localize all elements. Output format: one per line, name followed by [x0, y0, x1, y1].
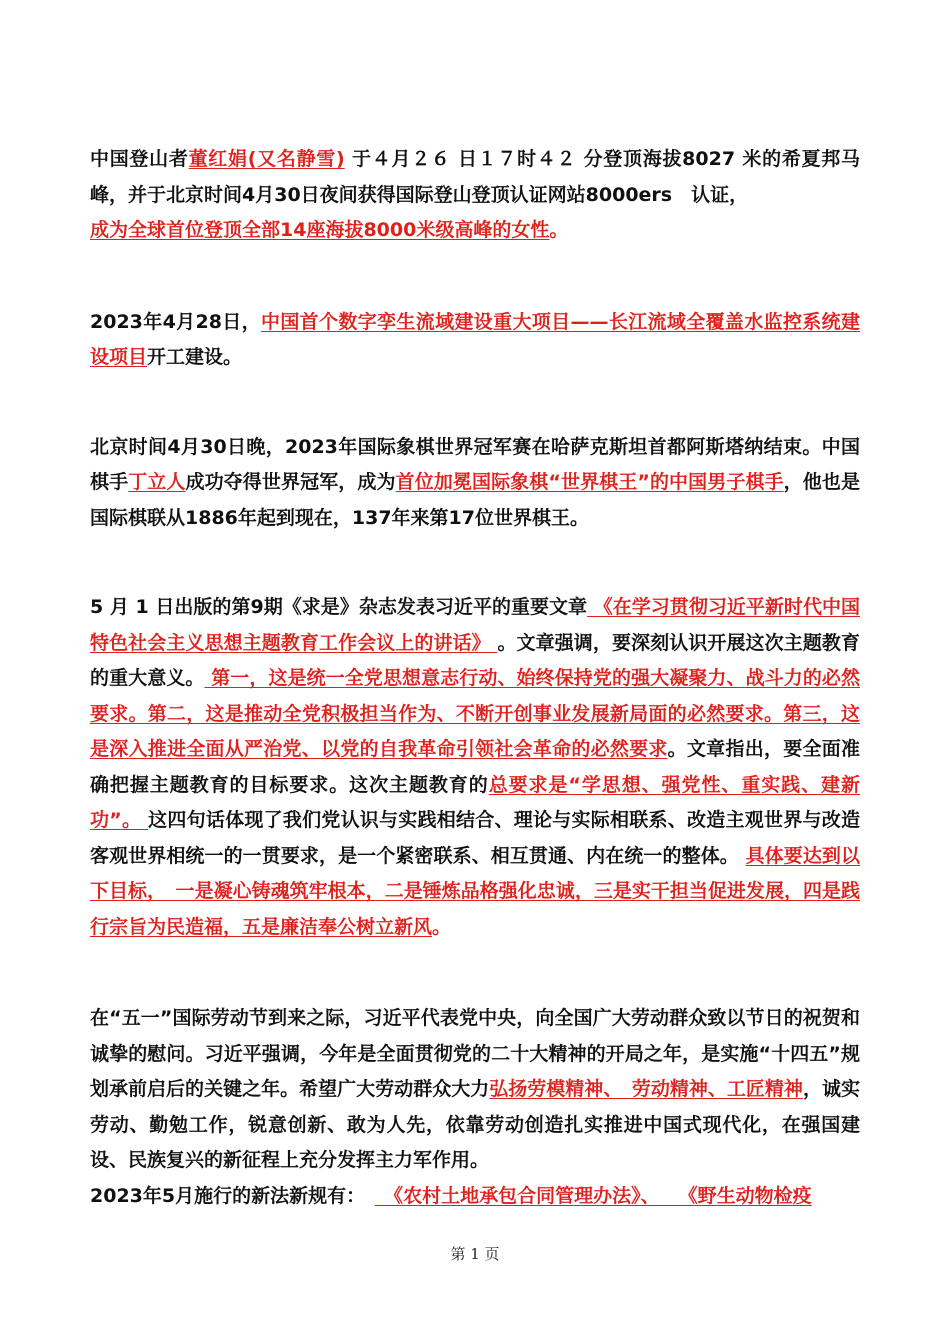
- paragraph-labor-day: [90, 1001, 860, 1179]
- paragraph-qiushi-article: [90, 590, 860, 945]
- paragraph-yangtze-project: [90, 305, 860, 376]
- paragraph-new-regulations: [90, 1179, 860, 1215]
- text-run: ，诚实劳动、勤勉工作，锐意创新、敢为人先，依靠劳动创造扎实推进中国式现代化，在强国建设、民族复兴的新征程上充分发挥主力军作用。: [90, 1078, 860, 1171]
- text-run: 2023年4月28日，: [90, 310, 261, 333]
- highlight-significance: 第一，这是统一全党思想意志行动、始终保持党的强大凝聚力、战斗力的必然要求。第二，这是推动全党积极担当作为、不断开创事业发展新局面的必然要求。第三，这是深入推进全面从严治党、以党的自我革命引领社会革命的必然要求: [90, 667, 860, 760]
- text-run: 于４月２６ 日１７时４２ 分登顶海拔8027 米的希夏邦马峰，并于北京时间4月30日夜间获得国际登山登顶认证网站8000ers 认证，: [90, 148, 860, 206]
- highlight-regulations: 《农村土地承包合同管理办法》、 《野生动物检疫: [374, 1184, 812, 1207]
- highlight-title: 首位加冕国际象棋“世界棋王”的中国男子棋手: [395, 471, 784, 493]
- text-run: 5 月 1 日出版的第9期《求是》杂志发表习近平的重要文章: [90, 596, 588, 618]
- text-run: 。文章强调，要深刻认识开展这次主题教育的重大意义。: [90, 631, 860, 689]
- highlight-spirit: 弘扬劳模精神、 劳动精神、工匠精神: [489, 1078, 803, 1100]
- text-run: 成功夺得世界冠军，成为: [185, 471, 396, 493]
- page-number: 第 1 页: [450, 1245, 500, 1263]
- highlight-player: 丁立人: [128, 471, 186, 493]
- text-run: 2023年5月施行的新法新规有：: [90, 1184, 375, 1207]
- highlight-goals: 具体要达到以下目标， 一是凝心铸魂筑牢根本，二是锤炼品格强化忠诚，三是实干担当促进发展，四是践行宗旨为民造福，五是廉洁奉公树立新风: [90, 844, 860, 938]
- highlight-achievement: 成为全球首位登顶全部14座海拔8000米级高峰的女性: [90, 219, 550, 241]
- paragraph-chess-champion: [90, 430, 860, 537]
- highlight-article-title: 《在学习贯彻习近平新时代中国特色社会主义思想主题教育工作会议上的讲话》: [90, 596, 860, 654]
- text-run: 。文章指出，要全面准确把握主题教育的目标要求。这次主题教育的: [90, 738, 860, 796]
- highlight-general-requirement: 总要求是“学思想、强党性、重实践、建新功”。: [90, 773, 860, 831]
- highlight-project: 中国首个数字孪生流域建设重大项目——长江流域全覆盖水监控系统建设项目: [90, 310, 860, 368]
- text-run: 中国登山者: [90, 148, 189, 170]
- highlight-name: 董红娟(又名静雪): [188, 148, 345, 170]
- paragraph-mountaineer: [90, 142, 860, 249]
- text-run: ，他也是国际棋联从1886年起到现在，137年来第17位世界棋王。: [90, 471, 860, 529]
- text-run: 。: [432, 915, 452, 938]
- text-run: 开工建设。: [147, 346, 243, 368]
- text-run: 这四句话体现了我们党认识与实践相结合、理论与实际相联系、改造主观世界与改造客观世界相统一的一贯要求，是一个紧密联系、相互贯通、内在统一的整体。: [90, 809, 860, 867]
- text-run: 。: [549, 219, 569, 241]
- text-run: 北京时间4月30日晚，2023年国际象棋世界冠军赛在哈萨克斯坦首都阿斯塔纳结束。中国棋手: [90, 435, 860, 493]
- document-body: [90, 140, 860, 1214]
- text-run: 在“五一”国际劳动节到来之际，习近平代表党中央，向全国广大劳动群众致以节日的祝贺和诚挚的慰问。习近平强调，今年是全面贯彻党的二十大精神的开局之年，是实施“十四五”规划承前启后的关键之年。希望广大劳动群众大力: [90, 1007, 860, 1100]
